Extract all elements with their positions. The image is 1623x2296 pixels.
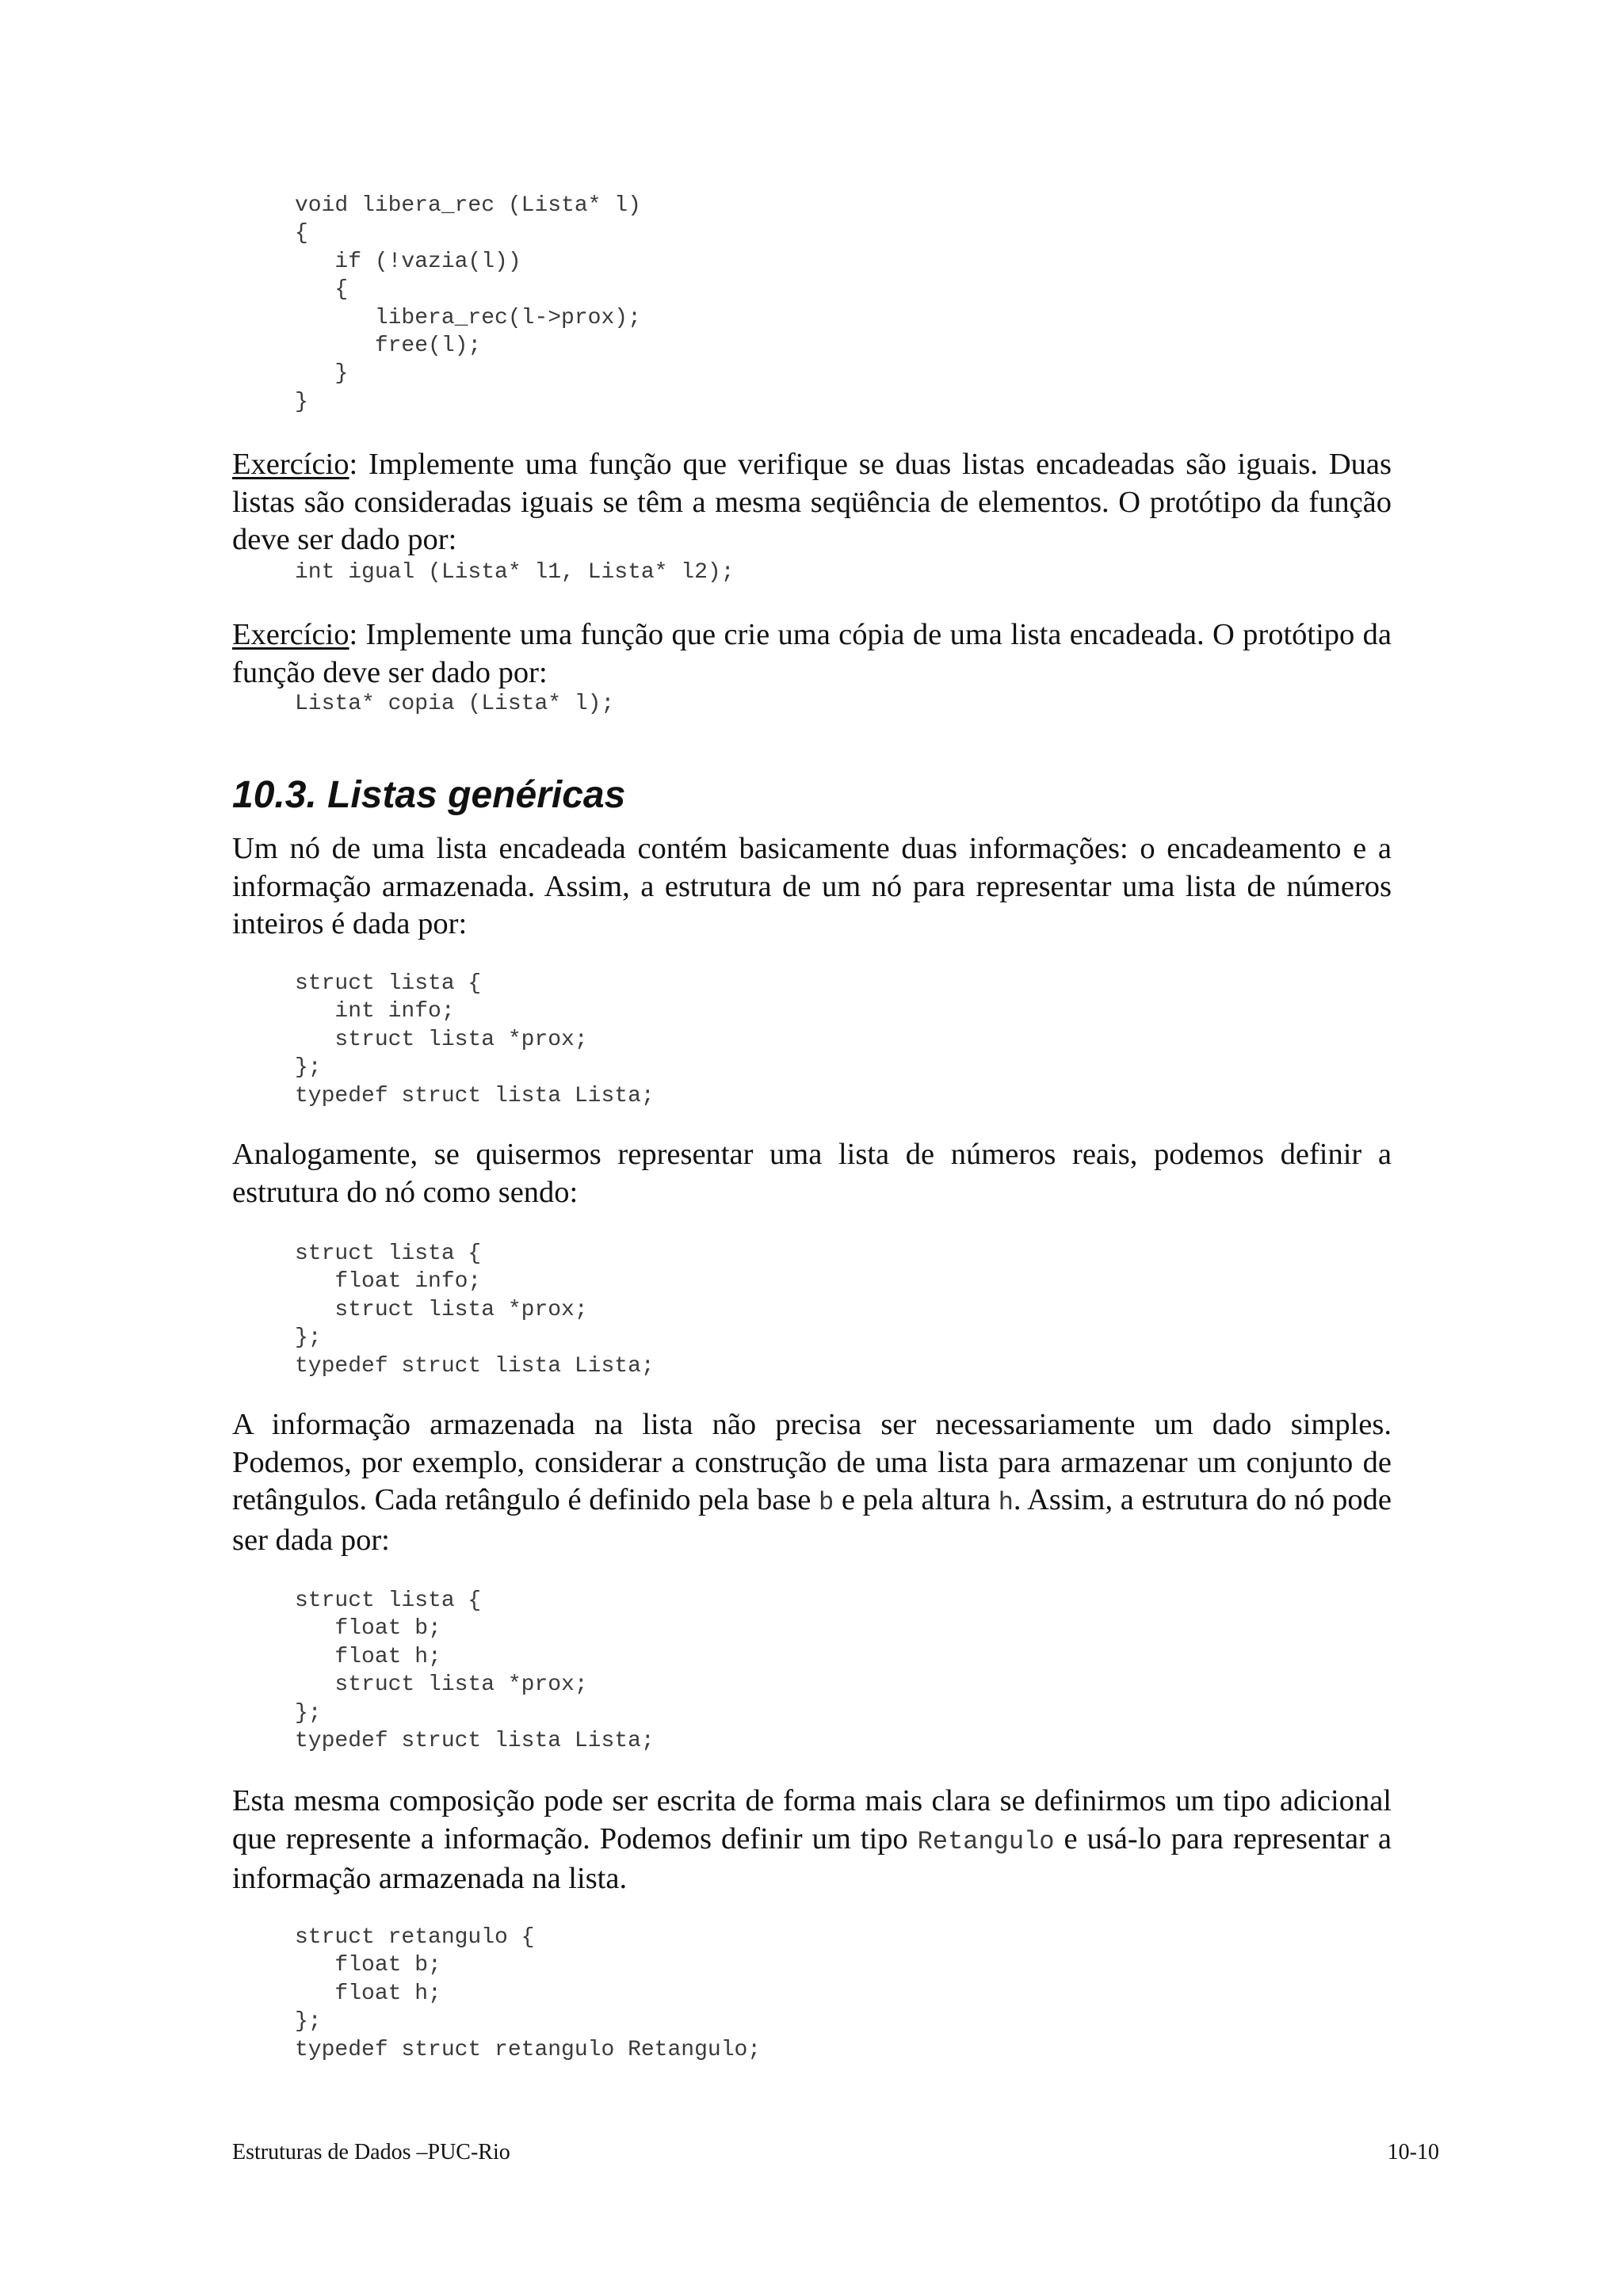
exercise-text: : Implemente uma função que verifique se duas listas encadeadas são iguais. Duas listas são consideradas iguais se têm a mesma seqüência de elementos. O protótipo da função deve ser dado por: [232,448,1392,556]
code-block-struct-int: struct lista { int info; struct lista *prox; }; typedef struct lista Lista; [295,971,655,1108]
inline-code-b: b [819,1488,834,1517]
exercise-text: : Implemente uma função que crie uma cópia de uma lista encadeada. O protótipo da função deve ser dado por: [232,618,1392,689]
exercise-label: Exercício [232,618,349,651]
paragraph-real-numbers: Analogamente, se quisermos representar uma lista de números reais, podemos definir a estrutura do nó como sendo: [232,1138,1392,1209]
code-block-struct-float: struct lista { float info; struct lista *prox; }; typedef struct lista Lista; [295,1241,655,1379]
paragraph-text: e pela altura [834,1483,999,1516]
exercise-label: Exercício [232,448,349,481]
exercise-paragraph-2 [232,616,1392,692]
page-number: 10-10 [1387,2140,1439,2164]
exercise-paragraph-1 [232,446,1392,559]
inline-code-h: h [998,1488,1014,1517]
paragraph-node-intro: Um nó de uma lista encadeada contém basicamente duas informações: o encadeamento e a informação armazenada. Assim, a estrutura de um nó para representar uma lista de números inteiros é dada por: [232,832,1392,940]
code-block-struct-bh: struct lista { float b; float h; struct lista *prox; }; typedef struct lista Lista; [295,1589,655,1754]
code-block-libera-rec: void libera_rec (Lista* l) { if (!vazia(l)) { libera_rec(l->prox); free(l); } } [295,193,641,414]
paragraph-retangulo-type [232,1783,1392,1898]
code-line-copia-prototype: Lista* copia (Lista* l); [295,692,615,716]
paragraph-text: A informação armazenada na lista não precisa ser necessariamente um dado simples. Podemos, por exemplo, considerar a construção de uma lista para armazenar um conjunto de retângulos. Cada retângulo é definido pela base [232,1408,1392,1516]
paragraph-text: Esta mesma composição pode ser escrita de forma mais clara se definirmos um tipo adicional que represente a informação. Podemos definir um tipo [232,1784,1392,1855]
code-block-struct-retangulo: struct retangulo { float b; float h; }; typedef struct retangulo Retangulo; [295,1925,762,2062]
paragraph-rectangles [232,1406,1392,1559]
section-heading: 10.3. Listas genéricas [232,774,626,816]
inline-code-retangulo: Retangulo [917,1826,1055,1856]
paragraph-text: e usá-lo para representar a informação armazenada na lista. [232,1821,1392,1895]
paragraph-text: . Assim, a estrutura do nó pode ser dada por: [232,1483,1392,1557]
footer-title: Estruturas de Dados –PUC-Rio [232,2140,510,2164]
code-line-igual-prototype: int igual (Lista* l1, Lista* l2); [295,560,735,585]
